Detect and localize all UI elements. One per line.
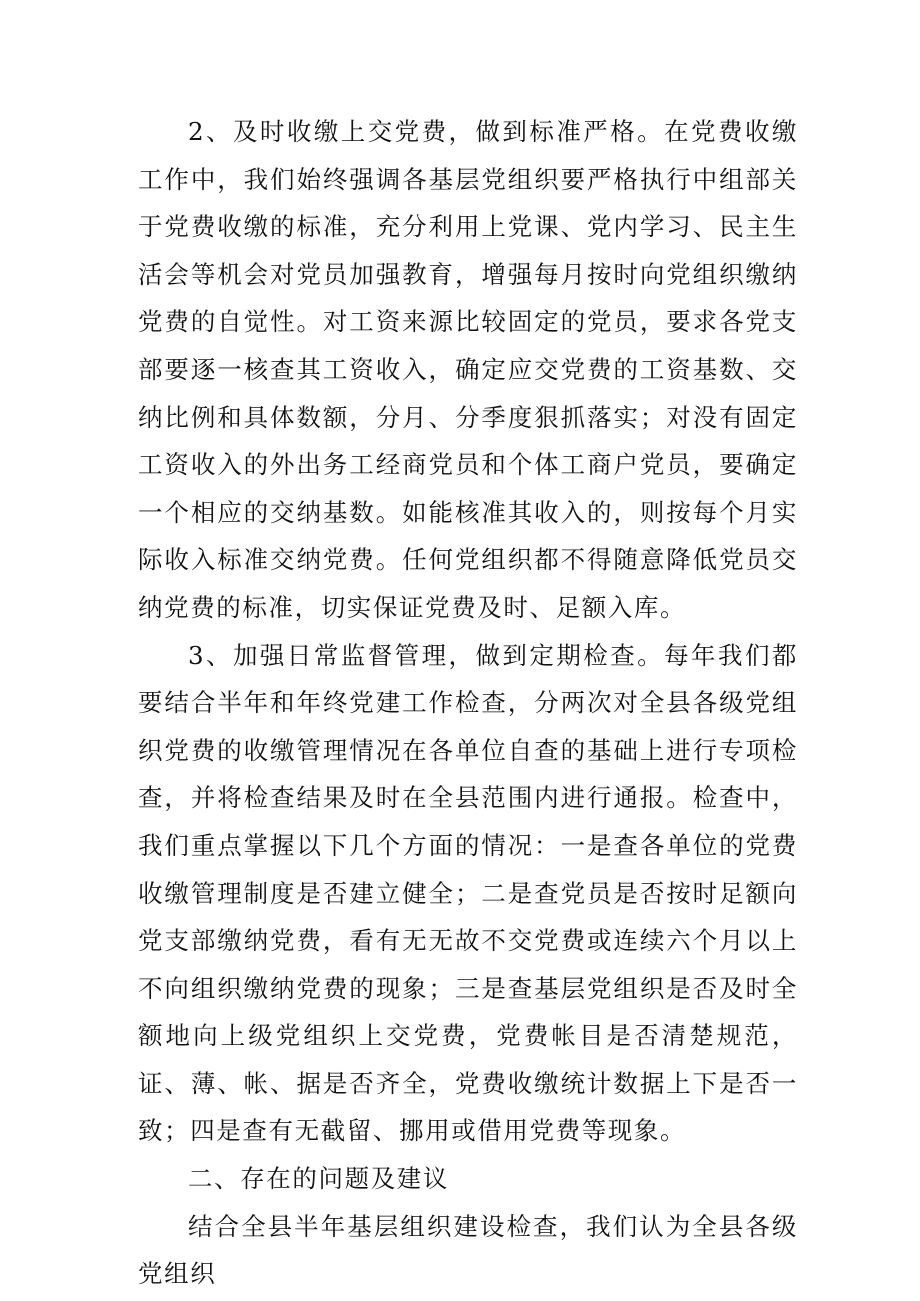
paragraph-closing: 结合全县半年基层组织建设检查，我们认为全县各级党组织 xyxy=(138,1211,798,1289)
paragraph-fee-collection: 2、及时收缴上交党费，做到标准严格。在党费收缴工作中，我们始终强调各基层党组织要严格执行中组部关于党费收缴的标准，充分利用上党课、党内学习、民主生活会等机会对党员加强教育，增强每月按时向党组织缴纳党费的自觉性。对工资来源比较固定的党员，要求各党支部要逐一核查其工资收入，确定应交党费的工资基数、交纳比例和具体数额，分月、分季度狠抓落实；对没有固定工资收入的外出务工经商党员和个体工商户党员，要确定一个相应的交纳基数。如能核准其收入的，则按每个月实际收入标准交纳党费。任何党组织都不得随意降低党员交纳党费的标准，切实保证党费及时、足额入库。 xyxy=(138,117,798,622)
paragraph-supervision: 3、加强日常监督管理，做到定期检查。每年我们都要结合半年和年终党建工作检查，分两次对全县各级党组织党费的收缴管理情况在各单位自查的基础上进行专项检查，并将检查结果及时在全县范围内进行通报。检查中，我们重点掌握以下几个方面的情况：一是查各单位的党费收缴管理制度是否建立健全；二是查党员是否按时足额向党支部缴纳党费，看有无无故不交党费或连续六个月以上不向组织缴纳党费的现象；三是查基层党组织是否及时全额地向上级党组织上交党费，党费帐目是否清楚规范，证、薄、帐、据是否齐全，党费收缴统计数据上下是否一致；四是查有无截留、挪用或借用党费等现象。 xyxy=(138,640,798,1146)
section-heading: 二、存在的问题及建议 xyxy=(188,1164,449,1194)
document-body xyxy=(138,108,798,1298)
